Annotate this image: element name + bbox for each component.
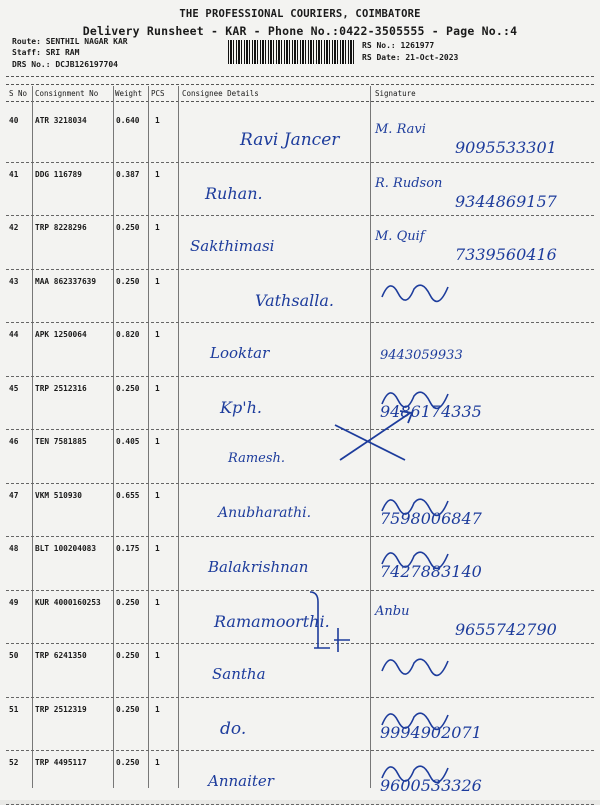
row-consignment-no: TRP 2512319 [35, 704, 87, 714]
column-rule [148, 86, 149, 788]
row-divider [6, 750, 594, 751]
row-phone-handwriting: 9486174335 [380, 401, 482, 421]
signature-scribble [378, 703, 458, 733]
row-pcs: 1 [155, 704, 160, 714]
row-phone-handwriting: 9443059933 [380, 348, 463, 363]
col-weight: Weight [115, 89, 143, 98]
row-consignee-handwriting: Vathsalla. [255, 290, 334, 310]
row-sno: 42 [9, 223, 19, 232]
row-divider [6, 269, 594, 270]
col-sno: S No [9, 89, 28, 98]
bracket-scribble [300, 588, 360, 658]
header-divider [6, 84, 594, 85]
row-phone-handwriting: 9344869157 [455, 191, 557, 211]
row-consignment-no: TEN 7581885 [35, 437, 87, 446]
row-consignee-handwriting: Ravi Jancer [240, 130, 340, 150]
row-sno: 48 [9, 544, 19, 553]
row-sno: 45 [9, 383, 19, 393]
row-sno: 49 [9, 597, 19, 607]
row-consignment-no: MAA 862337639 [35, 276, 97, 286]
row-consignment-no: BLT 100204083 [35, 544, 97, 553]
row-sno: 44 [9, 330, 19, 339]
row-consignment-no: TRP 4495117 [35, 758, 87, 767]
row-pcs: 1 [155, 116, 160, 125]
row-consignment-no: VKM 510930 [35, 490, 82, 500]
row-sno: 40 [9, 116, 19, 125]
row-phone-handwriting: 7339560416 [455, 245, 557, 264]
row-phone-handwriting: 9655742790 [455, 619, 557, 639]
row-phone-handwriting: 9095533301 [455, 138, 557, 157]
row-pcs: 1 [155, 437, 160, 446]
row-sno: 41 [9, 169, 19, 179]
row-sno: 52 [9, 758, 19, 767]
row-divider [6, 536, 594, 537]
row-consignment-no: APK 1250064 [35, 330, 87, 339]
row-consignee-handwriting: Ramesh. [228, 451, 286, 466]
col-signature: Signature [375, 89, 416, 98]
signature-scribble [378, 275, 458, 305]
row-sno: 50 [9, 651, 19, 660]
row-consignee-handwriting: Ramamoorthi. [214, 611, 330, 631]
row-phone-handwriting: 7427883140 [380, 562, 482, 581]
row-divider [6, 162, 594, 163]
row-phone-handwriting: 7598006847 [380, 508, 482, 528]
row-pcs: 1 [155, 758, 160, 767]
row-pcs: 1 [155, 544, 160, 553]
row-consignee-handwriting: Looktar [210, 344, 270, 362]
row-divider [6, 322, 594, 323]
rs-date: RS Date: 21-Oct-2023 [362, 53, 459, 62]
row-pcs: 1 [155, 597, 160, 607]
row-divider [6, 804, 594, 805]
barcode [228, 40, 356, 64]
row-pcs: 1 [155, 276, 160, 286]
row-weight: 0.387 [116, 169, 140, 179]
row-divider [6, 697, 594, 698]
row-consignee-handwriting: do. [220, 718, 247, 739]
row-signature: M. Ravi [375, 122, 426, 137]
row-pcs: 1 [155, 223, 160, 232]
row-weight: 0.405 [116, 437, 140, 446]
signature-scribble [378, 649, 458, 679]
row-weight: 0.250 [116, 383, 140, 393]
row-signature: R. Rudson [375, 175, 443, 191]
column-rule [32, 86, 33, 788]
row-consignment-no: TRP 2512316 [35, 383, 87, 393]
row-phone-handwriting: 9994902071 [380, 722, 482, 742]
signature-scribble [378, 542, 458, 572]
row-weight: 0.250 [116, 704, 140, 714]
row-sno: 51 [9, 704, 19, 714]
rs-number: RS No.: 1261977 [362, 41, 435, 50]
row-pcs: 1 [155, 330, 160, 339]
drs-number: DRS No.: DCJB126197704 [12, 60, 118, 69]
cross-mark-scribble [330, 405, 420, 465]
col-pcs: PCS [151, 89, 165, 98]
col-consignment: Consignment No [35, 89, 99, 98]
row-consignee-handwriting: Santha [212, 665, 266, 683]
signature-scribble [378, 489, 458, 519]
row-weight: 0.655 [116, 490, 140, 500]
row-pcs: 1 [155, 383, 160, 393]
row-consignment-no: TRP 8228296 [35, 223, 87, 232]
row-weight: 0.640 [116, 116, 140, 125]
row-consignment-no: TRP 6241350 [35, 651, 87, 660]
row-phone-handwriting: 9600533326 [380, 776, 482, 795]
row-consignee-handwriting: Sakthimasi [190, 237, 275, 255]
row-weight: 0.250 [116, 223, 140, 232]
route-label: Route: SENTHIL NAGAR KAR [12, 37, 128, 46]
row-divider [6, 483, 594, 484]
runsheet-subtitle: Delivery Runsheet - KAR - Phone No.:0422-3505555 - Page No.:4 [82, 24, 518, 38]
company-title: THE PROFESSIONAL COURIERS, COIMBATORE [179, 8, 421, 20]
column-rule [113, 86, 114, 788]
row-weight: 0.250 [116, 651, 140, 660]
row-weight: 0.250 [116, 597, 140, 607]
row-sno: 43 [9, 276, 19, 286]
row-pcs: 1 [155, 169, 160, 179]
row-consignee-handwriting: Ruhan. [205, 183, 263, 203]
row-consignee-handwriting: Anubharathi. [218, 504, 312, 521]
row-sno: 47 [9, 490, 19, 500]
row-weight: 0.820 [116, 330, 140, 339]
row-weight: 0.175 [116, 544, 140, 553]
row-consignee-handwriting: Kp'h. [220, 397, 262, 417]
row-divider [6, 429, 594, 430]
row-consignee-handwriting: Annaiter [208, 772, 274, 790]
row-weight: 0.250 [116, 276, 140, 286]
row-weight: 0.250 [116, 758, 140, 767]
row-pcs: 1 [155, 490, 160, 500]
header-divider [6, 76, 594, 77]
row-divider [6, 215, 594, 216]
signature-scribble [378, 756, 458, 786]
column-rule [178, 86, 179, 788]
staff-label: Staff: SRI RAM [12, 48, 80, 57]
row-sno: 46 [9, 437, 19, 446]
row-signature: Anbu [375, 603, 410, 619]
row-consignment-no: DDG 116789 [35, 169, 82, 179]
row-consignment-no: ATR 3218034 [35, 116, 87, 125]
row-divider [6, 376, 594, 377]
row-consignee-handwriting: Balakrishnan [208, 558, 309, 576]
row-consignment-no: KUR 4000160253 [35, 597, 101, 607]
col-consignee: Consignee Details [182, 89, 259, 98]
header-divider [6, 101, 594, 102]
row-pcs: 1 [155, 651, 160, 660]
row-signature: M. Quif [375, 229, 425, 244]
